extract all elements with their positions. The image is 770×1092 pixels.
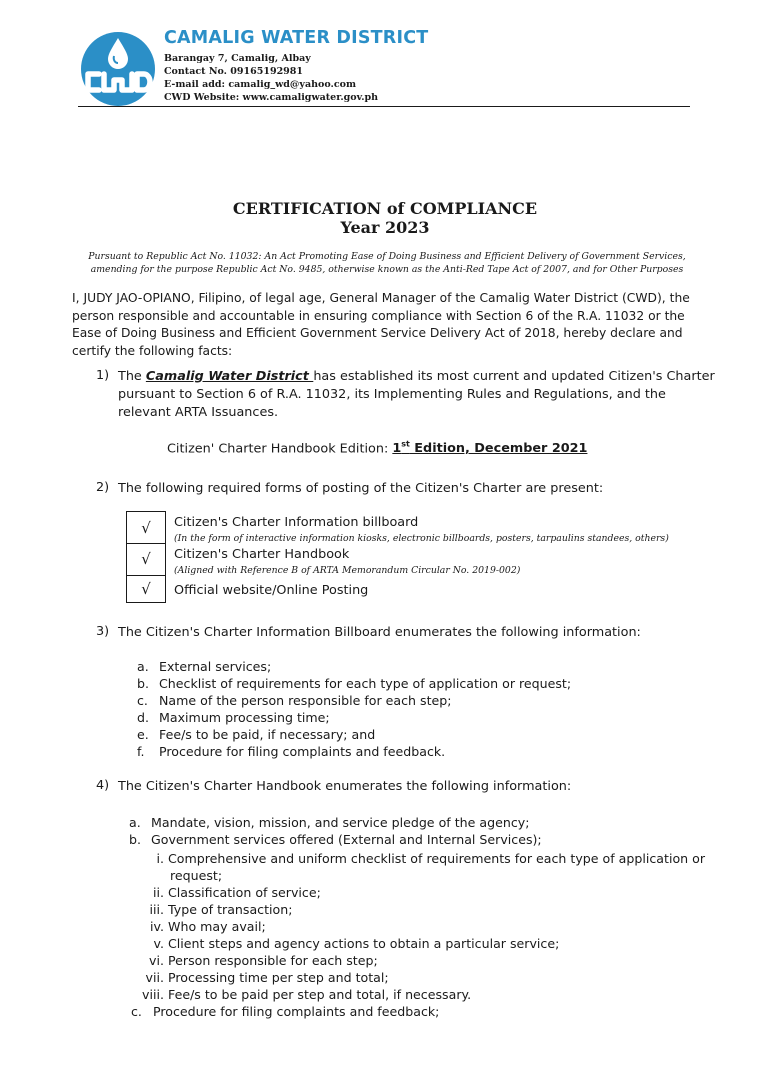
list-item: b. Checklist of requirements for each type of application or request; (137, 676, 572, 691)
sub-list-item: ii. Classification of service; (152, 885, 321, 900)
document-year: Year 2023 (340, 218, 430, 237)
letterhead-divider (78, 106, 690, 107)
item-number: 1) (96, 368, 110, 383)
org-email: E-mail add: camalig_wd@yahoo.com (164, 79, 356, 90)
list-item: b. Government services offered (External and Internal Services); (129, 832, 542, 847)
item-number: 2) (96, 480, 110, 495)
org-website: CWD Website: www.camaligwater.gov.ph (164, 92, 379, 103)
list-item: f. Procedure for filing complaints and feedback. (137, 744, 446, 759)
list-item: a. External services; (137, 659, 272, 674)
item-number: 3) (96, 624, 110, 639)
org-address: Barangay 7, Camalig, Albay (164, 53, 311, 64)
posting-label: Citizen's Charter Information billboard (174, 515, 419, 530)
water-district-logo (78, 30, 158, 108)
posting-label: Official website/Online Posting (174, 583, 369, 598)
item2-text: The following required forms of posting of the Citizen's Charter are present: (118, 481, 604, 496)
sub-list-item: v. Client steps and agency actions to obtain a particular service; (153, 936, 560, 951)
edition-value: 1st Edition, December 2021 (392, 440, 588, 457)
list-item: d. Maximum processing time; (137, 710, 330, 725)
list-item: c. Procedure for filing complaints and feedback; (131, 1004, 440, 1019)
posting-note: (Aligned with Reference B of ARTA Memorandum Circular No. 2019-002) (174, 565, 521, 576)
sub-list-item: vii. Processing time per step and total; (145, 970, 389, 985)
sub-list-item: vi. Person responsible for each step; (149, 953, 378, 968)
posting-label: Citizen's Charter Handbook (174, 547, 350, 562)
item3-text: The Citizen's Charter Information Billboard enumerates the following information: (118, 625, 641, 640)
posting-note: (In the form of interactive information kiosks, electronic billboards, posters, tarpaulins standees, others) (174, 533, 669, 544)
check-mark: √ (127, 543, 165, 576)
sub-list-item: iii. Type of transaction; (149, 902, 293, 917)
document-title: CERTIFICATION of COMPLIANCE (232, 199, 538, 218)
item1-text: The Camalig Water District has established its most current and updated Citizen's Charter pursuant to Section 6 of R.A. 11032, its Implementing Rules and Regulations, and the relevant ARTA Issuances. (118, 369, 715, 420)
sub-list-item: i. Comprehensive and uniform checklist of requirements for each type of application or (156, 851, 706, 866)
org-contact: Contact No. 09165192981 (164, 66, 304, 77)
agency-name: Camalig Water District (145, 369, 314, 384)
list-item: c. Name of the person responsible for each step; (137, 693, 452, 708)
list-item: e. Fee/s to be paid, if necessary; and (137, 727, 376, 742)
item4-text: The Citizen's Charter Handbook enumerates the following information: (118, 779, 572, 794)
handbook-edition: Citizen' Charter Handbook Edition: 1st Edition, December 2021 (167, 440, 588, 457)
sub-list-item: viii. Fee/s to be paid per step and total, if necessary. (142, 987, 472, 1002)
sub-list-item: iv. Who may avail; (150, 919, 266, 934)
check-mark: √ (127, 512, 165, 544)
item-number: 4) (96, 778, 110, 793)
declaration-paragraph: I, JUDY JAO-OPIANO, Filipino, of legal age, General Manager of the Camalig Water District (CWD), the person responsible and accountable in ensuring compliance with Section 6 of the R.A. 11032 or the Ease of Doing Business and Efficient Government Service Delivery Act of 2018, hereby declare and certify the following facts: (72, 291, 690, 358)
pursuant-statement: Pursuant to Republic Act No. 11032: An Act Promoting Ease of Doing Business and Efficient Delivery of Government Services, amending for the purpose Republic Act No. 9485, otherwise known as the Anti-Red Tape Act of 2007, and for Other Purposes (88, 251, 686, 275)
organization-name: CAMALIG WATER DISTRICT (164, 28, 429, 48)
list-item: a. Mandate, vision, mission, and service pledge of the agency; (129, 815, 530, 830)
posting-checklist (126, 511, 166, 603)
sub-list-item-continued: request; (170, 868, 223, 883)
check-mark: √ (141, 579, 151, 598)
